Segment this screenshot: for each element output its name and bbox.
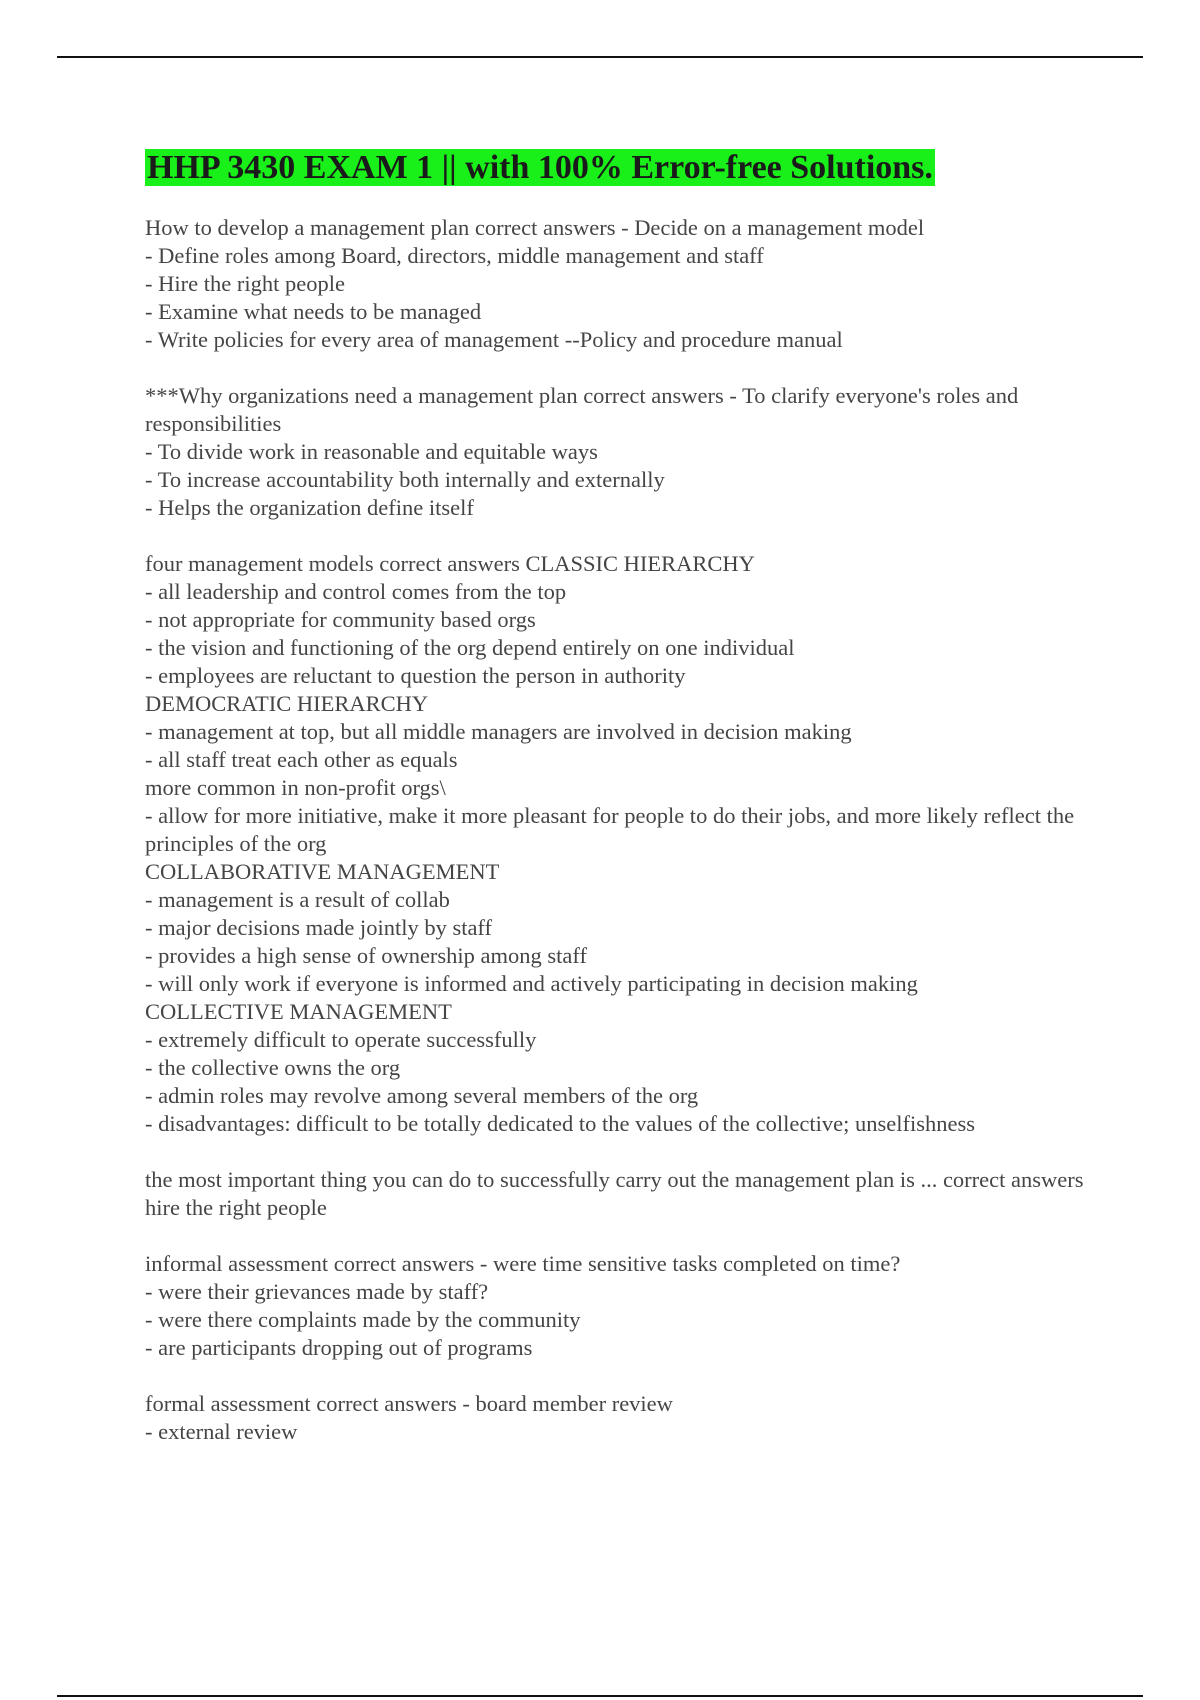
qa-block-formal-assessment — [145, 1390, 1090, 1446]
text-line: - extremely difficult to operate successfully — [145, 1027, 537, 1052]
text-line: - were there complaints made by the community — [145, 1307, 581, 1332]
top-rule — [57, 56, 1143, 58]
text-line: - disadvantages: difficult to be totally dedicated to the values of the collective; unselfishness — [145, 1111, 975, 1136]
bottom-rule — [57, 1695, 1143, 1697]
text-line: - external review — [145, 1419, 298, 1444]
text-line: informal assessment correct answers - were time sensitive tasks completed on time? — [145, 1251, 901, 1276]
document-body — [145, 214, 1090, 1446]
text-line: - the collective owns the org — [145, 1055, 401, 1080]
title-highlight: HHP 3430 EXAM 1 || with 100% Error-free Solutions. — [147, 149, 933, 186]
qa-block-management-models — [145, 550, 1090, 1138]
text-line: - major decisions made jointly by staff — [145, 915, 493, 940]
qa-block-informal-assessment — [145, 1250, 1090, 1362]
text-line: - management is a result of collab — [145, 887, 450, 912]
text-line: - employees are reluctant to question the person in authority — [145, 663, 686, 688]
text-line: more common in non-profit orgs\ — [145, 775, 446, 800]
text-line: - provides a high sense of ownership among staff — [145, 943, 587, 968]
text-line: COLLECTIVE MANAGEMENT — [145, 999, 452, 1024]
text-line: - Write policies for every area of management --Policy and procedure manual — [145, 327, 843, 352]
text-line: COLLABORATIVE MANAGEMENT — [145, 859, 500, 884]
text-line: - all leadership and control comes from the top — [145, 579, 567, 604]
text-line: DEMOCRATIC HIERARCHY — [145, 691, 429, 716]
text-line: - all staff treat each other as equals — [145, 747, 458, 772]
text-line: - Define roles among Board, directors, middle management and staff — [145, 243, 764, 268]
text-line: - management at top, but all middle managers are involved in decision making — [145, 719, 852, 744]
text-line: - the vision and functioning of the org depend entirely on one individual — [145, 635, 795, 660]
text-line: ***Why organizations need a management plan correct answers - To clarify everyone's roles and responsibilities — [145, 383, 1019, 436]
text-line: - Examine what needs to be managed — [145, 299, 482, 324]
text-line: - will only work if everyone is informed and actively participating in decision making — [145, 971, 918, 996]
qa-block-develop-plan — [145, 214, 1090, 354]
page-title — [145, 146, 935, 190]
text-line: - Helps the organization define itself — [145, 495, 474, 520]
text-line: - To divide work in reasonable and equitable ways — [145, 439, 598, 464]
text-line: - admin roles may revolve among several members of the org — [145, 1083, 699, 1108]
text-line: - are participants dropping out of programs — [145, 1335, 533, 1360]
text-line: four management models correct answers CLASSIC HIERARCHY — [145, 551, 755, 576]
text-line: formal assessment correct answers - board member review — [145, 1391, 673, 1416]
text-line: - To increase accountability both internally and externally — [145, 467, 665, 492]
qa-block-why-plan — [145, 382, 1090, 522]
text-line: - Hire the right people — [145, 271, 345, 296]
text-line: How to develop a management plan correct answers - Decide on a management model — [145, 215, 925, 240]
text-line: - were their grievances made by staff? — [145, 1279, 489, 1304]
text-line: - not appropriate for community based orgs — [145, 607, 536, 632]
text-line: the most important thing you can do to successfully carry out the management plan is ... correct answers hire the right people — [145, 1167, 1084, 1220]
text-line: - allow for more initiative, make it more pleasant for people to do their jobs, and more likely reflect the principles of the org — [145, 803, 1075, 856]
qa-block-most-important — [145, 1166, 1090, 1222]
